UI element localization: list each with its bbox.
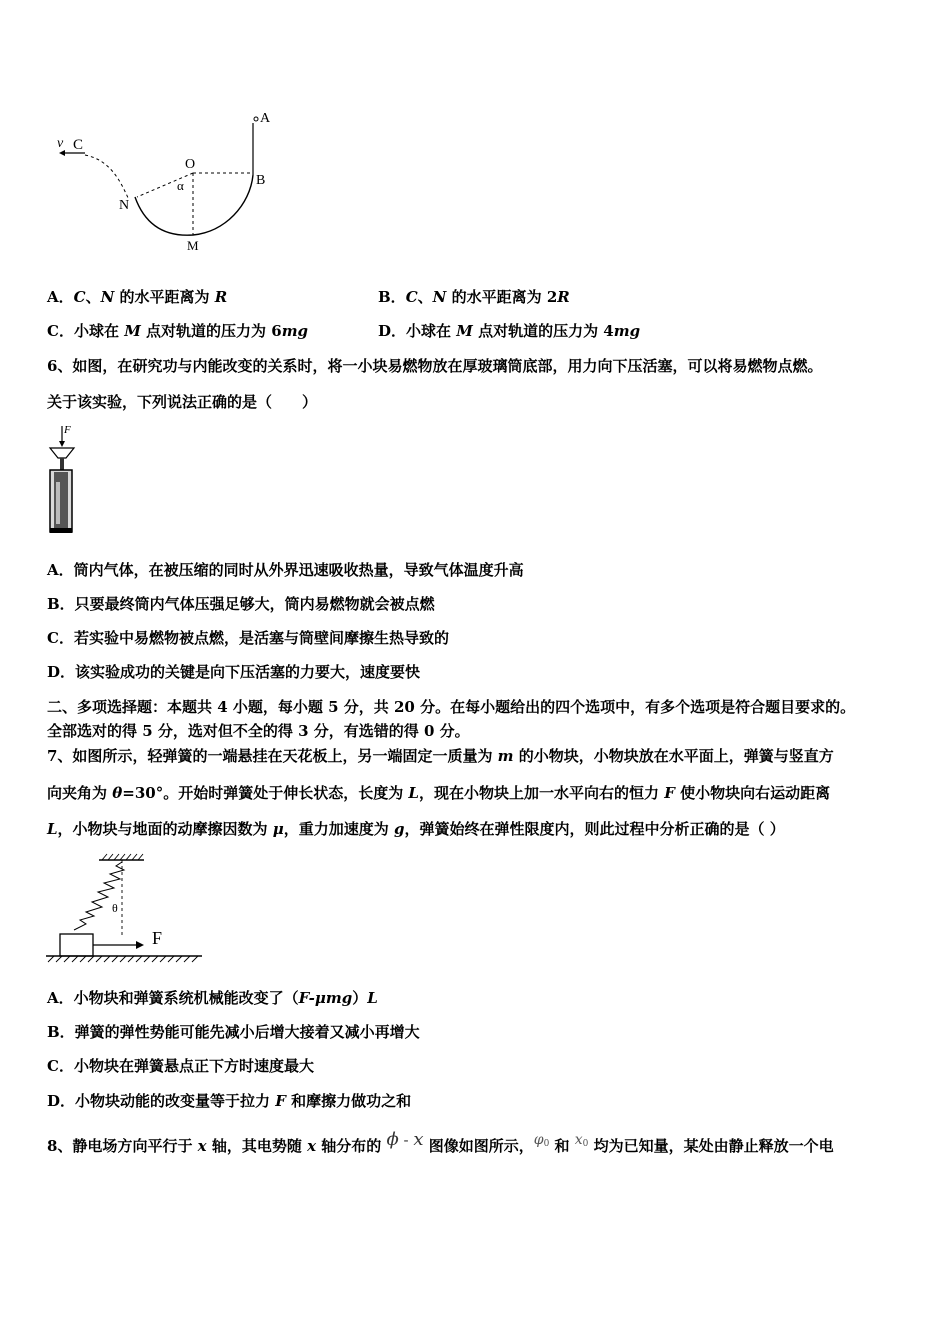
label-f: F <box>64 424 71 436</box>
q7-option-d: D．小物块动能的改变量等于拉力 F 和摩擦力做功之和 <box>47 1092 412 1110</box>
q6-stem-line1: 6、如图，在研究功与内能改变的关系时，将一小块易燃物放在厚玻璃筒底部，用力向下压活塞，可以将易燃物点燃。 <box>47 357 823 375</box>
q6-option-c: C．若实验中易燃物被点燃，是活塞与筒壁间摩擦生热导致的 <box>47 629 449 647</box>
label-o: O <box>185 157 196 172</box>
label-alpha: α <box>177 178 184 193</box>
q7-stem-line1: 7、如图所示，轻弹簧的一端悬挂在天花板上，另一端固定一质量为 m 的小物块，小物块放在水平面上，弹簧与竖直方 <box>47 747 834 765</box>
label-theta: θ <box>112 901 118 915</box>
q8-stem-line1: 8、静电场方向平行于 x 轴，其电势随 x 轴分布的 ϕ - x 图像如图所示，$\varphi^0$ 和 $x^0$ 均为已知量，某处由静止释放一个电 <box>47 1129 834 1155</box>
label-m: M <box>187 238 199 253</box>
glass-tube-diagram <box>38 422 78 537</box>
label-a: A <box>260 111 271 126</box>
section2-line1: 二、多项选择题：本题共 4 小题，每小题 5 分，共 20 分。在每小题给出的四个选项中，有多个选项是符合题目要求的。 <box>47 698 856 716</box>
q6-option-d: D．该实验成功的关键是向下压活塞的力要大，速度要快 <box>47 663 421 681</box>
q5-option-d: D．小球在 M 点对轨道的压力为 4mg <box>378 322 641 340</box>
label-force: F <box>152 928 163 948</box>
spring-block-diagram <box>44 852 204 967</box>
label-b: B <box>256 173 266 188</box>
q6-option-b: B．只要最终筒内气体压强足够大，筒内易燃物就会被点燃 <box>47 595 435 613</box>
label-n: N <box>119 198 130 213</box>
q5-option-c: C．小球在 M 点对轨道的压力为 6mg <box>47 322 309 340</box>
q7-option-a: A．小物块和弹簧系统机械能改变了（F-μmg）L <box>47 989 378 1007</box>
q5-option-b: B．C、N 的水平距离为 2R <box>378 288 570 306</box>
q6-option-a: A．筒内气体，在被压缩的同时从外界迅速吸收热量，导致气体温度升高 <box>47 561 524 579</box>
q7-option-c: C．小物块在弹簧悬点正下方时速度最大 <box>47 1057 314 1075</box>
q7-option-b: B．弹簧的弹性势能可能先减小后增大接着又减小再增大 <box>47 1023 420 1041</box>
q5-option-a: A．C、N 的水平距离为 R <box>47 288 228 306</box>
q7-stem-line3: L，小物块与地面的动摩擦因数为 μ，重力加速度为 g，弹簧始终在弹性限度内，则此过程中分析正确的是（ ） <box>47 820 785 838</box>
track-diagram <box>55 105 285 255</box>
label-c: C <box>73 137 84 153</box>
q7-stem-line2: 向夹角为 θ=30°。开始时弹簧处于伸长状态，长度为 L，现在小物块上加一水平向右的恒力 F 使小物块向右运动距离 <box>47 784 831 802</box>
label-v: v <box>57 136 64 151</box>
q6-stem-line2: 关于该实验，下列说法正确的是（ ） <box>47 393 318 411</box>
section2-line2: 全部选对的得 5 分，选对但不全的得 3 分，有选错的得 0 分。 <box>47 722 470 740</box>
